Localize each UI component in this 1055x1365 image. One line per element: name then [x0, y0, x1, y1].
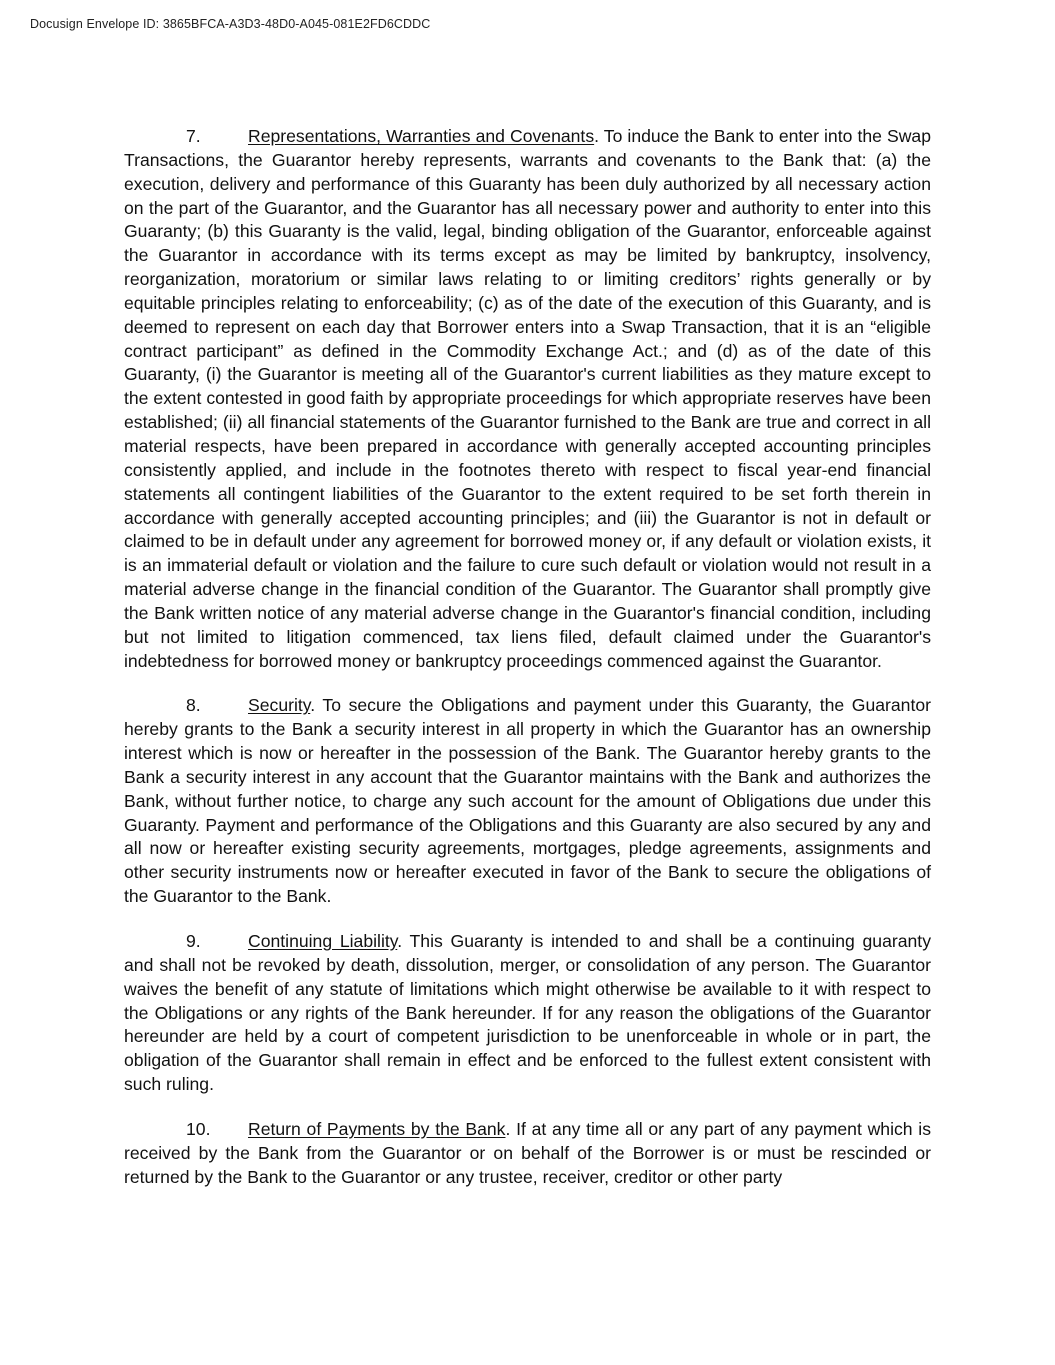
section-7	[124, 125, 931, 673]
section-body: . To induce the Bank to enter into the Swap Transactions, the Guarantor hereby represents, warrants and covenants to the Bank that: (a) the execution, delivery and performance of this Guaranty has been duly authorized by all necessary action on the part of the Guarantor, and the Guarantor has all necessary power and authority to enter into this Guaranty; (b) this Guaranty is the valid, legal, binding obligation of the Guarantor, enforceable against the Guarantor in accordance with its terms except as may be limited by bankruptcy, insolvency, reorganization, moratorium or similar laws relating to or limiting creditors’ rights generally or by equitable principles relating to enforceability; (c) as of the date of the execution of this Guaranty, and is deemed to represent on each day that Borrower enters into a Swap Transaction, that it is an “eligible contract participant” as defined in the Commodity Exchange Act.; and (d) as of the date of this Guaranty, (i) the Guarantor is meeting all of the Guarantor's current liabilities as they mature except to the extent contested in good faith by appropriate proceedings for which appropriate reserves have been established; (ii) all financial statements of the Guarantor furnished to the Bank are true and correct in all material respects, have been prepared in accordance with generally accepted accounting principles consistently applied, and include in the footnotes thereto with respect to fiscal year-end financial statements all contingent liabilities of the Guarantor to the extent required to be set forth therein in accordance with generally accepted accounting principles; and (iii) the Guarantor is not in default or claimed to be in default under any agreement for borrowed money or, if any default or violation exists, it is an immaterial default or violation and the failure to cure such default or violation would not result in a material adverse change in the financial condition of the Guarantor. The Guarantor shall promptly give the Bank written notice of any material adverse change in the Guarantor's financial condition, including but not limited to litigation commenced, tax liens filed, default claimed under the Guarantor's indebtedness for borrowed money or bankruptcy proceedings commenced against the Guarantor.	[124, 126, 931, 671]
section-body: . This Guaranty is intended to and shall be a continuing guaranty and shall not be revoked by death, dissolution, merger, or consolidation of any person. The Guarantor waives the benefit of any statute of limitations which might otherwise be available to it with respect to the Obligations or any rights of the Bank hereunder. If for any reason the obligations of the Guarantor hereunder are held by a court of competent jurisdiction to be unenforceable in whole or in part, the obligation of the Guarantor shall remain in effect and be enforced to the fullest extent consistent with such ruling.	[124, 931, 931, 1095]
section-heading: Security	[248, 695, 311, 716]
section-9	[124, 930, 931, 1097]
section-number: 9.	[186, 931, 201, 951]
section-number: 7.	[186, 126, 201, 146]
section-number: 10.	[186, 1118, 211, 1139]
section-number: 8.	[186, 695, 201, 716]
section-8	[124, 694, 931, 909]
section-heading: Return of Payments by the Bank	[248, 1118, 506, 1139]
section-heading: Representations, Warranties and Covenants	[248, 126, 595, 146]
document-body	[124, 125, 931, 1210]
section-10	[124, 1118, 931, 1190]
section-heading: Continuing Liability	[248, 931, 398, 951]
section-body: . If at any time all or any part of any payment which is received by the Bank from the Guarantor or on behalf of the Borrower is or must be rescinded or returned by the Bank to the Guarantor or any trustee, receiver, creditor or other party	[124, 1118, 931, 1187]
section-body: . To secure the Obligations and payment under this Guaranty, the Guarantor hereby grants to the Bank a security interest in all property in which the Guarantor has an ownership interest which is now or hereafter in the possession of the Bank. The Guarantor hereby grants to the Bank a security interest in any account that the Guarantor maintains with the Bank and authorizes the Bank, without further notice, to charge any such account for the amount of Obligations due under this Guaranty. Payment and performance of the Obligations and this Guaranty are also secured by any and all now or hereafter existing security agreements, mortgages, pledge agreements, assignments and other security instruments now or hereafter executed in favor of the Bank to secure the obligations of the Guarantor to the Bank.	[124, 695, 931, 907]
envelope-id: Docusign Envelope ID: 3865BFCA-A3D3-48D0-A045-081E2FD6CDDC	[30, 17, 431, 31]
